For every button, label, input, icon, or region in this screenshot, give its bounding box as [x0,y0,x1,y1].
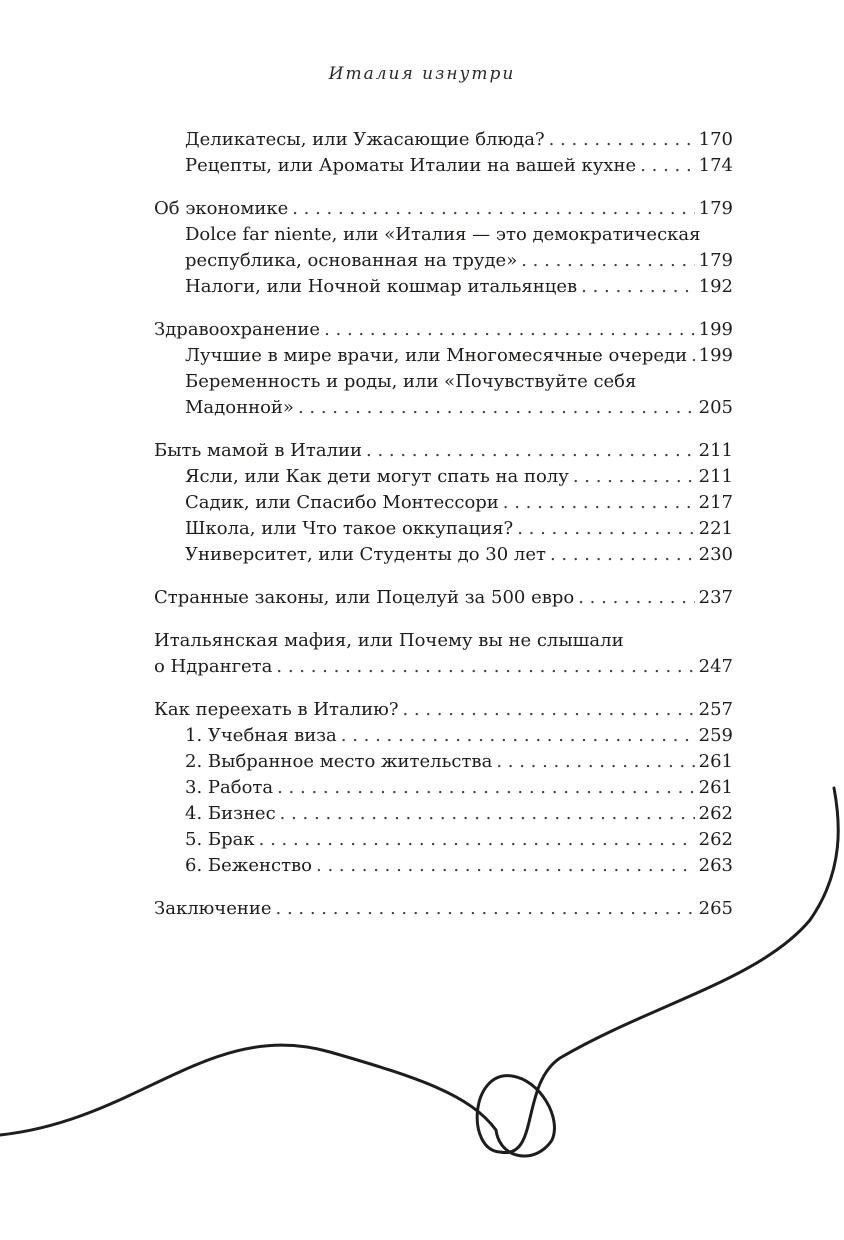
toc-title: Мадонной» [185,397,294,418]
toc-title: о Ндрангета [154,656,273,677]
toc-title-line: Итальянская мафия, или Почему вы не слышали [154,630,624,651]
toc-title-line: Беременность и роды, или «Почувствуйте себя [185,371,637,392]
toc-title: Странные законы, или Поцелуй за 500 евро [154,587,575,608]
toc-title: Рецепты, или Ароматы Италии на вашей кухне [185,155,637,176]
toc-title: 1. Учебная виза [185,725,337,746]
toc-page-number: 192 [698,276,733,297]
toc-title: Налоги, или Ночной кошмар итальянцев [185,276,578,297]
toc-title: Деликатесы, или Ужасающие блюда? [185,129,545,150]
toc-page-number: 262 [698,829,733,850]
toc-page-number: 205 [698,397,733,418]
toc-page-number: 230 [698,544,733,565]
toc-page-number: 259 [698,725,733,746]
toc-page-number: 221 [698,518,733,539]
toc-title: Лучшие в мире врачи, или Многомесячные очереди [185,345,688,366]
toc-page-number: 199 [698,319,733,340]
toc-title: 5. Брак [185,829,255,850]
toc-page-number: 237 [698,587,733,608]
toc-page-number: 247 [698,656,733,677]
toc-title: Здравоохранение [154,319,321,340]
toc-page-number: 211 [698,440,733,461]
toc-title: 2. Выбранное место жительства [185,751,493,772]
toc-title: Ясли, или Как дети могут спать на полу [185,466,569,487]
toc-page-number: 217 [698,492,733,513]
toc-page-number: 261 [698,777,733,798]
toc-page-number: 199 [698,345,733,366]
toc-page-number: 211 [698,466,733,487]
toc-title: Как переехать в Италию? [154,699,399,720]
toc-page-number: 174 [698,155,733,176]
toc-title: Быть мамой в Италии [154,440,362,461]
toc-title: 4. Бизнес [185,803,276,824]
toc-title: Об экономике [154,198,289,219]
toc-title: Университет, или Студенты до 30 лет [185,544,546,565]
toc-page-number: 179 [698,250,733,271]
toc-title-line: Dolce far niente, или «Италия — это демократическая [185,224,701,245]
toc-title: Школа, или Что такое оккупация? [185,518,514,539]
toc-page-number: 261 [698,751,733,772]
toc-title: 6. Беженство [185,855,312,876]
toc-title: Садик, или Спасибо Монтессори [185,492,499,513]
toc-page-number: 262 [698,803,733,824]
toc-page-number: 170 [698,129,733,150]
toc-page-number: 257 [698,699,733,720]
toc-page-number: 263 [698,855,733,876]
toc-page-number: 179 [698,198,733,219]
toc-title: республика, основанная на труде» [185,250,518,271]
toc-page-number: 265 [698,898,733,919]
toc-title: 3. Работа [185,777,274,798]
toc-title: Заключение [154,898,272,919]
running-title: Италия изнутри [328,64,516,84]
